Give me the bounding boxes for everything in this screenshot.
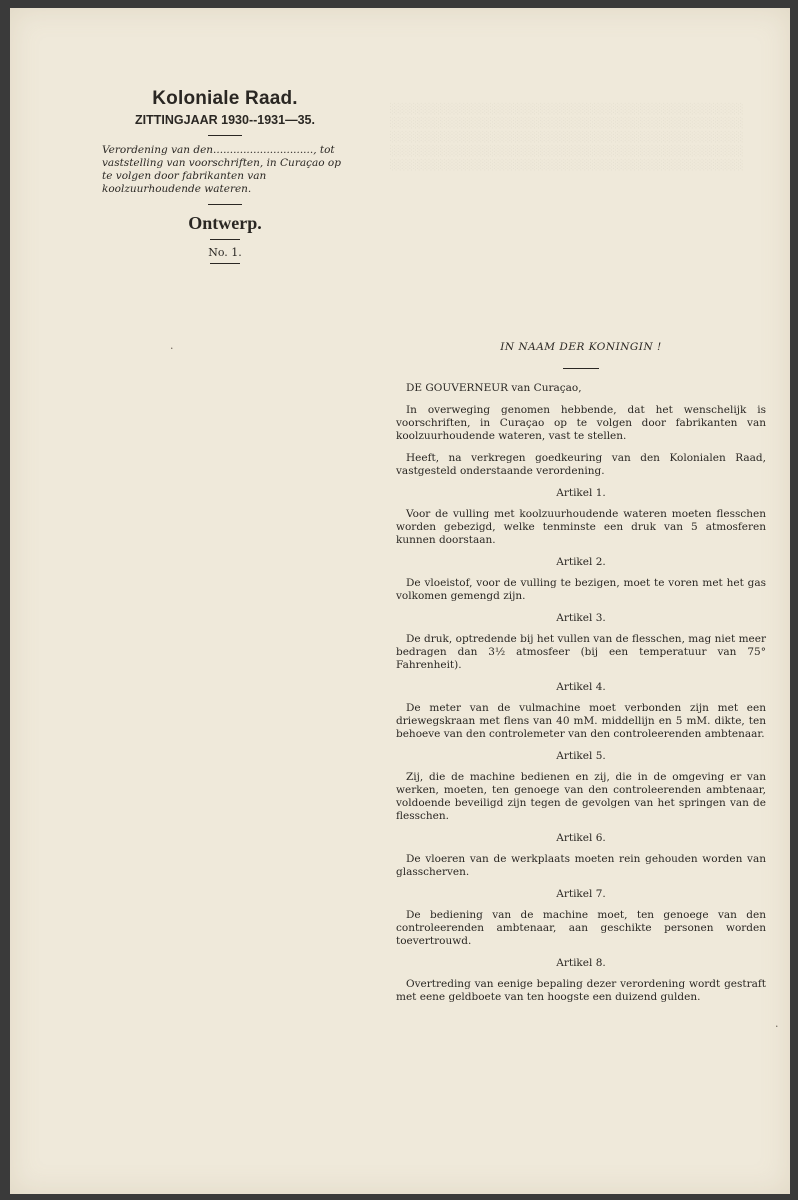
ink-speck: ·	[170, 342, 174, 355]
article-2	[396, 556, 766, 603]
article-text: De vloeren van de werkplaats moeten rein gehouden worden van glasscherven.	[396, 853, 766, 878]
article-text: De meter van de vulmachine moet verbonden zijn met een driewegskraan met flens van 40 mM. middellijn en 5 mM. dikte, ten behoeve van den controlemeter van den controleerenden ambtenaar.	[396, 702, 766, 740]
divider	[210, 263, 240, 264]
article-heading: Artikel 4.	[556, 681, 606, 693]
ordinance-body	[396, 341, 766, 1004]
article-6	[396, 832, 766, 879]
article-4	[396, 681, 766, 741]
article-heading: Artikel 2.	[556, 556, 606, 568]
article-text: Zij, die de machine bedienen en zij, die in de omgeving er van werken, moeten, ten genoege van den controleerenden ambtenaar, voldoende beveiligd zijn tegen de gevolgen van het springen van de flesschen.	[396, 771, 766, 822]
article-text: De vloeistof, voor de vulling te bezigen, moet te voren met het gas volkomen gemengd zijn.	[396, 577, 766, 602]
header-block	[90, 88, 360, 264]
article-text: De bediening van de machine moet, ten genoege van den controleerenden ambtenaar, aan geschikte personen worden toevertrouwd.	[396, 909, 766, 947]
article-text: Voor de vulling met koolzuurhoudende wateren moeten flesschen worden gebezigd, welke tenminste een druk van 5 atmosferen kunnen doorstaan.	[396, 508, 766, 546]
divider	[208, 135, 242, 136]
article-5	[396, 750, 766, 823]
article-heading: Artikel 1.	[556, 487, 606, 499]
enactment-paragraph: Heeft, na verkregen goedkeuring van den Kolonialen Raad, vastgesteld onderstaande verordening.	[396, 452, 766, 477]
governor-line: DE GOUVERNEUR van Curaçao,	[406, 382, 582, 394]
session-year: ZITTINGJAAR 1930--1931—35.	[135, 113, 315, 127]
divider	[563, 368, 599, 369]
article-text: De druk, optredende bij het vullen van de flesschen, mag niet meer bedragen dan 3½ atmosfeer (bij een temperatuur van 75° Fahrenheit).	[396, 633, 766, 671]
divider	[210, 239, 240, 240]
ordinance-title: Verordening van den.............................., tot vaststelling van voorschriften, in Curaçao op te volgen door fabrikanten van koolzuurhoudende wateren.	[102, 144, 341, 195]
document-number: No. 1.	[208, 246, 242, 259]
article-text: Overtreding van eenige bepaling dezer verordening wordt gestraft met eene geldboete van ten hoogste een duizend gulden.	[396, 978, 766, 1003]
article-heading: Artikel 8.	[556, 957, 606, 969]
article-heading: Artikel 7.	[556, 888, 606, 900]
ink-speck: ·	[775, 1020, 779, 1033]
article-heading: Artikel 6.	[556, 832, 606, 844]
show-through-texture: ░░░░░░░░░░░░░░░░░░░░░░░░░░░░░░░░░░░░░░░░░░░░░░ ░░░░░░░░░░░░░░░░░░░░░░░░░░░░░░░░░░░░░░░░░░░░░░ ░░░░░░░░░░░░░░░░░░░░░░░░░░░░░░░░░░░░░░░░░░░░░░ ░░░░░░░░░░░░░░░░░░░░░░░░░░░░░░░░░░░░░░░░░░░░░░ ░░░░░░░░░░░░░░░░░░░░░░░░░░░░░░░░░░░░░░░░░░░░░░	[390, 104, 744, 171]
article-3	[396, 612, 766, 672]
council-title: Koloniale Raad.	[152, 88, 298, 109]
article-1	[396, 487, 766, 547]
draft-label: Ontwerp.	[188, 213, 262, 233]
document-page	[10, 8, 790, 1194]
article-heading: Artikel 3.	[556, 612, 606, 624]
divider	[208, 204, 242, 205]
considering-paragraph: In overweging genomen hebbende, dat het wenschelijk is voorschriften, in Curaçao op te volgen door fabrikanten van koolzuurhoudende wateren, vast te stellen.	[396, 404, 766, 442]
preamble: IN NAAM DER KONINGIN !	[500, 341, 662, 353]
article-8	[396, 957, 766, 1004]
article-7	[396, 888, 766, 948]
article-heading: Artikel 5.	[556, 750, 606, 762]
